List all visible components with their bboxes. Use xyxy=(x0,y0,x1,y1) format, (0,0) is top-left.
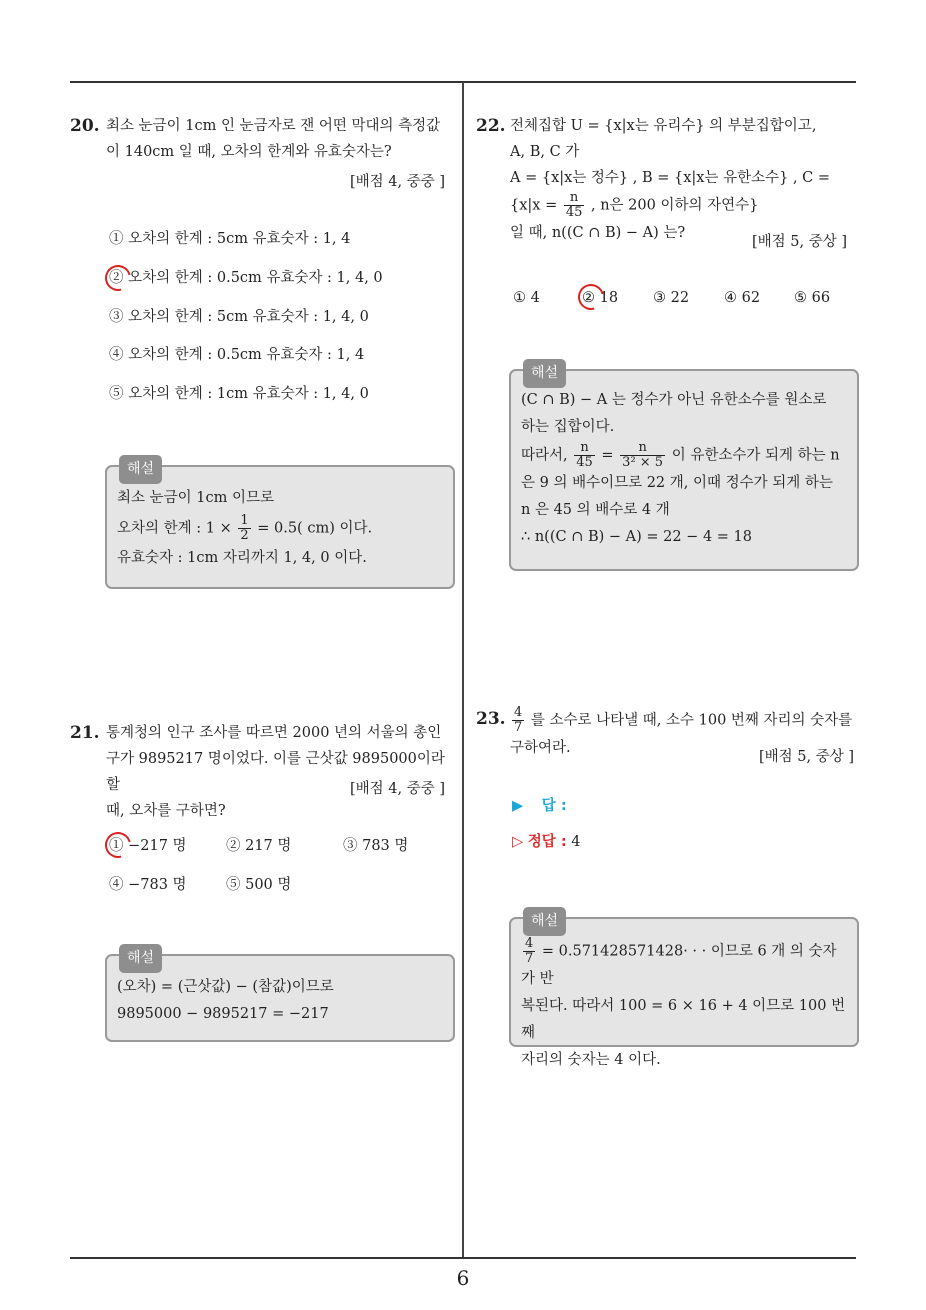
answer-label: 답 : xyxy=(541,798,567,814)
explanation-line: (오차) = (근삿값) − (참값)이므로 xyxy=(117,979,334,995)
question-line: 일 때, n((C ∩ B) − A) 는? xyxy=(510,225,686,241)
column-divider xyxy=(462,82,464,1257)
explanation-body xyxy=(521,387,847,551)
explanation-line: 하는 집합이다. xyxy=(521,419,615,435)
explanation-line: 최소 눈금이 1cm 이므로 xyxy=(117,490,274,506)
explanation-body xyxy=(521,937,847,1074)
option-2[interactable]: ② 오차의 한계 : 0.5cm 유효숫자 : 1, 4, 0 xyxy=(109,270,383,286)
option-1[interactable]: ① 오차의 한계 : 5cm 유효숫자 : 1, 4 xyxy=(109,231,351,247)
question-number: 21. xyxy=(70,723,100,743)
explanation-tag: 해설 xyxy=(523,907,566,936)
question-22 xyxy=(476,113,860,313)
question-line: 최소 눈금이 1cm 인 눈금자로 잰 어떤 막대의 측정값 xyxy=(106,118,441,134)
fraction: $\frac{1}{2}$ xyxy=(240,513,249,543)
question-number: 23. xyxy=(476,709,506,729)
option-4[interactable]: ④ 오차의 한계 : 0.5cm 유효숫자 : 1, 4 xyxy=(109,347,365,363)
correct-answer-row xyxy=(512,830,580,851)
explanation-box-20 xyxy=(105,461,455,589)
option-2[interactable]: ② 18 xyxy=(582,290,619,306)
explanation-box-23 xyxy=(509,913,859,1068)
explanation-tag: 해설 xyxy=(523,359,566,388)
explanation-line: 9895000 − 9895217 = −217 xyxy=(117,1006,329,1022)
question-text xyxy=(106,113,456,165)
explanation-tag: 해설 xyxy=(119,944,162,973)
bottom-rule xyxy=(70,1257,856,1259)
option-3[interactable]: ③ 783 명 xyxy=(343,838,409,854)
explanation-line: n 은 45 의 배수로 4 개 xyxy=(521,502,670,518)
explanation-line: 오차의 한계 : 1 × $\frac{1}{2}$ = 0.5( cm) 이다. xyxy=(117,513,373,543)
question-line: 이 140cm 일 때, 오차의 한계와 유효숫자는? xyxy=(106,144,392,160)
question-21 xyxy=(70,720,460,910)
fraction: $\frac{4}{7}$ xyxy=(514,705,523,735)
score-label: [배점 4, 중중 ] xyxy=(350,174,446,190)
explanation-line: ∴ n((C ∩ B) − A) = 22 − 4 = 18 xyxy=(521,529,752,545)
score-label: [배점 4, 중중 ] xyxy=(350,781,446,797)
score-label: [배점 5, 중상 ] xyxy=(752,234,848,250)
option-5[interactable]: ⑤ 66 xyxy=(794,290,831,306)
question-line: 통계청의 인구 조사를 따르면 2000 년의 서울의 총인 xyxy=(106,725,442,741)
question-number: 22. xyxy=(476,116,506,136)
explanation-line: 자리의 숫자는 4 이다. xyxy=(521,1052,661,1068)
answer-marker-icon: ▶ xyxy=(512,798,524,814)
explanation-box-22 xyxy=(509,365,859,571)
correct-value: 4 xyxy=(571,834,581,850)
question-text xyxy=(106,720,456,824)
question-line: 구가 9895217 명이었다. 이를 근삿값 9895000이라 할 xyxy=(106,751,445,793)
option-4[interactable]: ④ 62 xyxy=(724,290,761,306)
fraction: $\frac{4}{7}$ xyxy=(525,936,534,966)
explanation-line: 따라서, $\frac{n}{45}$ = $\frac{n}{\text{3² × 5}}$ 이 유한소수가 되게 하는 n xyxy=(521,440,840,470)
fraction: $\frac{n}{45}$ xyxy=(576,440,593,470)
question-line: A, B, C 가 xyxy=(510,144,580,160)
explanation-line: 복된다. 따라서 100 = 6 × 16 + 4 이므로 100 번째 xyxy=(521,998,846,1041)
option-1[interactable]: ① −217 명 xyxy=(109,838,187,854)
explanation-box-21 xyxy=(105,950,455,1042)
option-2[interactable]: ② 217 명 xyxy=(226,838,292,854)
option-1[interactable]: ① 4 xyxy=(513,290,540,306)
explanation-line: $\frac{4}{7}$ = 0.571428571428· · · 이므로 6 개 의 숫자가 반 xyxy=(521,936,837,987)
question-line: A = {x|x는 정수} , B = {x|x는 유한소수} , C = xyxy=(510,170,831,186)
question-line: 구하여라. xyxy=(510,740,571,756)
explanation-body xyxy=(117,485,443,572)
fraction: $\frac{n}{\text{3² × 5}}$ xyxy=(622,440,664,470)
option-3[interactable]: ③ 오차의 한계 : 5cm 유효숫자 : 1, 4, 0 xyxy=(109,309,369,325)
option-5[interactable]: ⑤ 오차의 한계 : 1cm 유효숫자 : 1, 4, 0 xyxy=(109,386,369,402)
score-label: [배점 5, 중상 ] xyxy=(759,749,855,765)
page-number: 6 xyxy=(456,1266,470,1290)
fraction: $\frac{n}{45}$ xyxy=(565,190,583,220)
explanation-line: (C ∩ B) − A 는 정수가 아닌 유한소수를 원소로 xyxy=(521,392,827,408)
question-line: 때, 오차를 구하면? xyxy=(106,803,226,819)
question-line: 전체집합 U = {x|x는 유리수} 의 부분집합이고, xyxy=(510,118,817,134)
explanation-body xyxy=(117,974,443,1028)
correct-label: 정답 : xyxy=(527,834,567,850)
answer-row[interactable] xyxy=(512,794,567,815)
option-3[interactable]: ③ 22 xyxy=(653,290,690,306)
explanation-tag: 해설 xyxy=(119,455,162,484)
correct-marker-icon: ▷ xyxy=(512,834,524,850)
explanation-line: 유효숫자 : 1cm 자리까지 1, 4, 0 이다. xyxy=(117,550,367,566)
question-line: {x|x = $\frac{n}{45}$ , n은 200 이하의 자연수} xyxy=(510,190,759,220)
option-4[interactable]: ④ −783 명 xyxy=(109,877,187,893)
explanation-line: 은 9 의 배수이므로 22 개, 이때 정수가 되게 하는 xyxy=(521,475,833,491)
option-5[interactable]: ⑤ 500 명 xyxy=(226,877,292,893)
question-text xyxy=(510,113,860,246)
question-number: 20. xyxy=(70,116,100,136)
question-line: $\frac{4}{7}$ 를 소수로 나타낼 때, 소수 100 번째 자리의 숫자를 xyxy=(514,705,853,735)
